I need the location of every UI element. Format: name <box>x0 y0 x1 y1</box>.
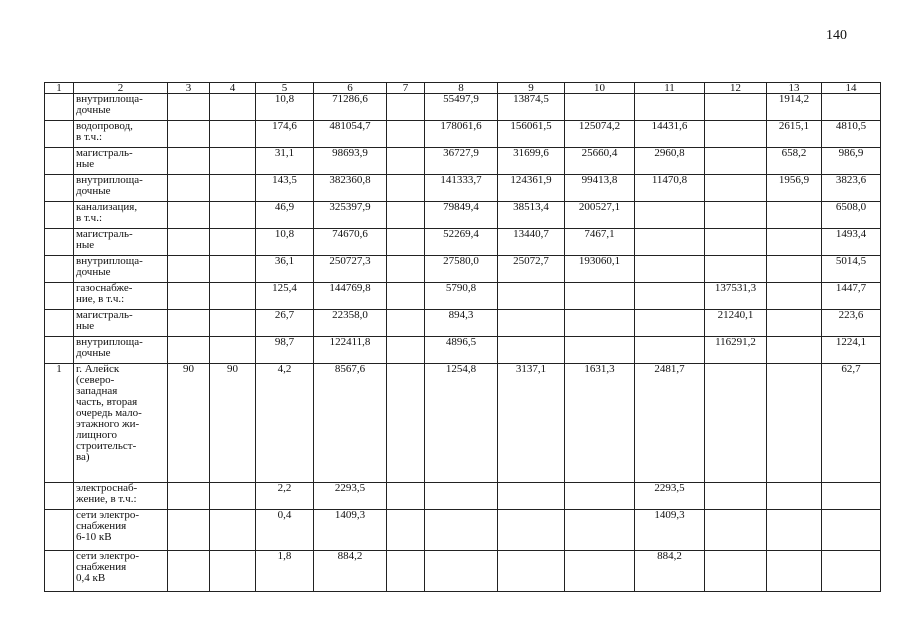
table-cell <box>168 551 210 592</box>
table-cell <box>767 510 822 551</box>
table-cell <box>822 510 881 551</box>
header-cell: 12 <box>705 83 767 94</box>
table-cell <box>210 202 256 229</box>
header-cell: 11 <box>635 83 705 94</box>
table-cell: 7467,1 <box>565 229 635 256</box>
table-cell: 2,2 <box>256 483 314 510</box>
table-cell: 143,5 <box>256 175 314 202</box>
table-cell <box>168 175 210 202</box>
table-cell <box>168 310 210 337</box>
table-cell: 1409,3 <box>635 510 705 551</box>
table-cell <box>705 229 767 256</box>
row-label-cell: водопровод, в т.ч.: <box>74 121 168 148</box>
table-cell <box>498 551 565 592</box>
table-cell: 884,2 <box>314 551 387 592</box>
table-cell: 250727,3 <box>314 256 387 283</box>
table-cell: 141333,7 <box>425 175 498 202</box>
table-cell <box>425 483 498 510</box>
table-cell: 2481,7 <box>635 364 705 483</box>
row-label-cell: внутриплоща- дочные <box>74 94 168 121</box>
table-cell <box>705 175 767 202</box>
row-label-cell: канализация, в т.ч.: <box>74 202 168 229</box>
table-cell: 0,4 <box>256 510 314 551</box>
table-cell <box>498 310 565 337</box>
row-label-cell: магистраль- ные <box>74 229 168 256</box>
table-cell <box>387 510 425 551</box>
table-cell: 52269,4 <box>425 229 498 256</box>
table-cell <box>168 94 210 121</box>
table-cell <box>45 94 74 121</box>
table-cell: 98,7 <box>256 337 314 364</box>
table-cell: 46,9 <box>256 202 314 229</box>
header-cell: 10 <box>565 83 635 94</box>
table-cell <box>45 551 74 592</box>
table-cell: 22358,0 <box>314 310 387 337</box>
table-cell <box>387 483 425 510</box>
table-cell <box>210 229 256 256</box>
table-cell <box>425 510 498 551</box>
table-row <box>45 510 881 551</box>
row-label-cell: внутриплоща- дочные <box>74 256 168 283</box>
table-cell <box>210 483 256 510</box>
table-cell: 122411,8 <box>314 337 387 364</box>
table-cell: 325397,9 <box>314 202 387 229</box>
table-cell <box>635 310 705 337</box>
table-row <box>45 256 881 283</box>
table-cell <box>635 94 705 121</box>
table-cell: 125,4 <box>256 283 314 310</box>
table-cell: 13874,5 <box>498 94 565 121</box>
table-cell <box>767 364 822 483</box>
table-cell <box>705 148 767 175</box>
table-cell <box>210 94 256 121</box>
table-cell: 1447,7 <box>822 283 881 310</box>
table-cell: 200527,1 <box>565 202 635 229</box>
table-cell: 4810,5 <box>822 121 881 148</box>
table-cell <box>705 551 767 592</box>
table-cell <box>705 121 767 148</box>
table-cell: 174,6 <box>256 121 314 148</box>
table-cell: 137531,3 <box>705 283 767 310</box>
table-cell <box>565 483 635 510</box>
table-cell <box>565 94 635 121</box>
table-body <box>45 83 881 592</box>
table-cell <box>210 310 256 337</box>
table-cell <box>45 121 74 148</box>
table-cell: 986,9 <box>822 148 881 175</box>
table-cell <box>210 551 256 592</box>
table-cell: 25660,4 <box>565 148 635 175</box>
table-cell <box>705 483 767 510</box>
table-cell <box>705 202 767 229</box>
page-number: 140 <box>826 28 847 43</box>
table-cell: 36,1 <box>256 256 314 283</box>
table-cell <box>45 283 74 310</box>
table-cell <box>705 364 767 483</box>
table-cell: 2293,5 <box>635 483 705 510</box>
table-cell <box>767 483 822 510</box>
table-cell <box>387 202 425 229</box>
table-row <box>45 483 881 510</box>
table-cell <box>425 551 498 592</box>
table-cell: 658,2 <box>767 148 822 175</box>
header-cell: 7 <box>387 83 425 94</box>
table-cell: 10,8 <box>256 94 314 121</box>
table-cell: 79849,4 <box>425 202 498 229</box>
table-cell <box>635 256 705 283</box>
table-cell: 1 <box>45 364 74 483</box>
table-cell <box>565 310 635 337</box>
table-cell: 1631,3 <box>565 364 635 483</box>
table-row <box>45 202 881 229</box>
table-cell: 14431,6 <box>635 121 705 148</box>
table-cell <box>45 148 74 175</box>
table-cell <box>822 94 881 121</box>
table-cell <box>387 175 425 202</box>
table-cell: 2960,8 <box>635 148 705 175</box>
table-cell: 1,8 <box>256 551 314 592</box>
table-cell <box>387 310 425 337</box>
data-table <box>44 82 881 592</box>
row-label-cell: магистраль- ные <box>74 148 168 175</box>
row-label-cell: внутриплоща- дочные <box>74 175 168 202</box>
table-cell: 21240,1 <box>705 310 767 337</box>
table-cell <box>498 283 565 310</box>
table-cell <box>45 337 74 364</box>
header-cell: 13 <box>767 83 822 94</box>
table-cell: 2615,1 <box>767 121 822 148</box>
table-cell: 62,7 <box>822 364 881 483</box>
table-cell <box>498 510 565 551</box>
header-cell: 8 <box>425 83 498 94</box>
table-cell: 178061,6 <box>425 121 498 148</box>
table-cell: 1493,4 <box>822 229 881 256</box>
table-cell: 8567,6 <box>314 364 387 483</box>
table-cell: 1914,2 <box>767 94 822 121</box>
table-cell: 90 <box>168 364 210 483</box>
table-cell: 4896,5 <box>425 337 498 364</box>
table-cell <box>387 229 425 256</box>
table-row <box>45 229 881 256</box>
table-cell <box>767 310 822 337</box>
table-row <box>45 121 881 148</box>
header-cell: 3 <box>168 83 210 94</box>
table-cell <box>767 229 822 256</box>
table-cell <box>210 175 256 202</box>
table-cell <box>822 483 881 510</box>
table-cell <box>498 337 565 364</box>
table-cell: 1254,8 <box>425 364 498 483</box>
header-row <box>45 83 881 94</box>
table-cell: 36727,9 <box>425 148 498 175</box>
table-cell: 116291,2 <box>705 337 767 364</box>
table-cell: 38513,4 <box>498 202 565 229</box>
table-cell: 6508,0 <box>822 202 881 229</box>
table-cell <box>565 551 635 592</box>
table-cell <box>635 283 705 310</box>
table-cell: 11470,8 <box>635 175 705 202</box>
table-row <box>45 175 881 202</box>
table-cell: 894,3 <box>425 310 498 337</box>
table-cell <box>387 94 425 121</box>
row-label-cell: г. Алейск (северо- западная часть, вторая очередь мало- этажного жи- лищного строительст- ва) <box>74 364 168 483</box>
table-cell <box>45 256 74 283</box>
table-cell <box>498 483 565 510</box>
table-cell <box>168 148 210 175</box>
table-cell <box>45 310 74 337</box>
header-cell: 2 <box>74 83 168 94</box>
header-cell: 4 <box>210 83 256 94</box>
header-cell: 9 <box>498 83 565 94</box>
table-cell <box>45 229 74 256</box>
table-row <box>45 283 881 310</box>
table-cell: 124361,9 <box>498 175 565 202</box>
table-cell: 223,6 <box>822 310 881 337</box>
table-cell: 13440,7 <box>498 229 565 256</box>
table-cell <box>168 229 210 256</box>
table-cell: 25072,7 <box>498 256 565 283</box>
table-cell: 382360,8 <box>314 175 387 202</box>
table-cell <box>387 283 425 310</box>
table-cell: 31699,6 <box>498 148 565 175</box>
table-cell <box>565 510 635 551</box>
table-cell: 3823,6 <box>822 175 881 202</box>
table-cell <box>45 202 74 229</box>
table-row <box>45 337 881 364</box>
table-cell <box>767 202 822 229</box>
table-cell: 5014,5 <box>822 256 881 283</box>
row-label-cell: внутриплоща- дочные <box>74 337 168 364</box>
table-cell <box>210 510 256 551</box>
table-cell <box>635 337 705 364</box>
table-cell <box>767 337 822 364</box>
table-cell: 125074,2 <box>565 121 635 148</box>
table-cell <box>387 364 425 483</box>
table-cell: 98693,9 <box>314 148 387 175</box>
table-row <box>45 551 881 592</box>
table-cell: 884,2 <box>635 551 705 592</box>
table-cell <box>387 337 425 364</box>
header-cell: 14 <box>822 83 881 94</box>
table-row <box>45 94 881 121</box>
row-label-cell: электроснаб- жение, в т.ч.: <box>74 483 168 510</box>
row-label-cell: сети электро- снабжения 6-10 кВ <box>74 510 168 551</box>
row-label-cell: магистраль- ные <box>74 310 168 337</box>
table-cell: 481054,7 <box>314 121 387 148</box>
table-cell <box>387 148 425 175</box>
table-cell <box>705 94 767 121</box>
table-cell <box>635 229 705 256</box>
table-cell: 1409,3 <box>314 510 387 551</box>
table-cell <box>387 121 425 148</box>
table-cell: 1224,1 <box>822 337 881 364</box>
table-cell: 1956,9 <box>767 175 822 202</box>
table-cell: 99413,8 <box>565 175 635 202</box>
table-cell <box>168 202 210 229</box>
table-cell <box>387 551 425 592</box>
table-cell <box>168 256 210 283</box>
table-cell: 55497,9 <box>425 94 498 121</box>
table-cell <box>767 283 822 310</box>
table-cell: 4,2 <box>256 364 314 483</box>
table-cell <box>565 283 635 310</box>
table-cell <box>822 551 881 592</box>
table-cell: 5790,8 <box>425 283 498 310</box>
table-cell <box>387 256 425 283</box>
row-label-cell: газоснабже- ние, в т.ч.: <box>74 283 168 310</box>
table-row <box>45 310 881 337</box>
table-cell <box>635 202 705 229</box>
table-row <box>45 364 881 483</box>
table-cell: 2293,5 <box>314 483 387 510</box>
table-cell <box>705 256 767 283</box>
table-cell <box>705 510 767 551</box>
table-cell <box>565 337 635 364</box>
table-cell <box>210 121 256 148</box>
header-cell: 5 <box>256 83 314 94</box>
header-cell: 1 <box>45 83 74 94</box>
table-cell <box>210 148 256 175</box>
table-cell <box>45 483 74 510</box>
table-cell <box>168 121 210 148</box>
table-row <box>45 148 881 175</box>
table-cell: 3137,1 <box>498 364 565 483</box>
table-cell <box>45 175 74 202</box>
table-cell <box>210 337 256 364</box>
table-cell <box>168 483 210 510</box>
table-cell: 193060,1 <box>565 256 635 283</box>
table-cell <box>767 256 822 283</box>
table-cell: 27580,0 <box>425 256 498 283</box>
table-cell: 10,8 <box>256 229 314 256</box>
table-cell <box>168 510 210 551</box>
table-cell: 31,1 <box>256 148 314 175</box>
table-cell <box>45 510 74 551</box>
table-cell <box>767 551 822 592</box>
table-cell: 156061,5 <box>498 121 565 148</box>
table-cell: 144769,8 <box>314 283 387 310</box>
row-label-cell: сети электро- снабжения 0,4 кВ <box>74 551 168 592</box>
header-cell: 6 <box>314 83 387 94</box>
table-cell <box>210 256 256 283</box>
table-cell <box>168 337 210 364</box>
table-cell <box>168 283 210 310</box>
table-cell: 74670,6 <box>314 229 387 256</box>
table-cell: 26,7 <box>256 310 314 337</box>
table-cell <box>210 283 256 310</box>
table-cell: 71286,6 <box>314 94 387 121</box>
table-cell: 90 <box>210 364 256 483</box>
